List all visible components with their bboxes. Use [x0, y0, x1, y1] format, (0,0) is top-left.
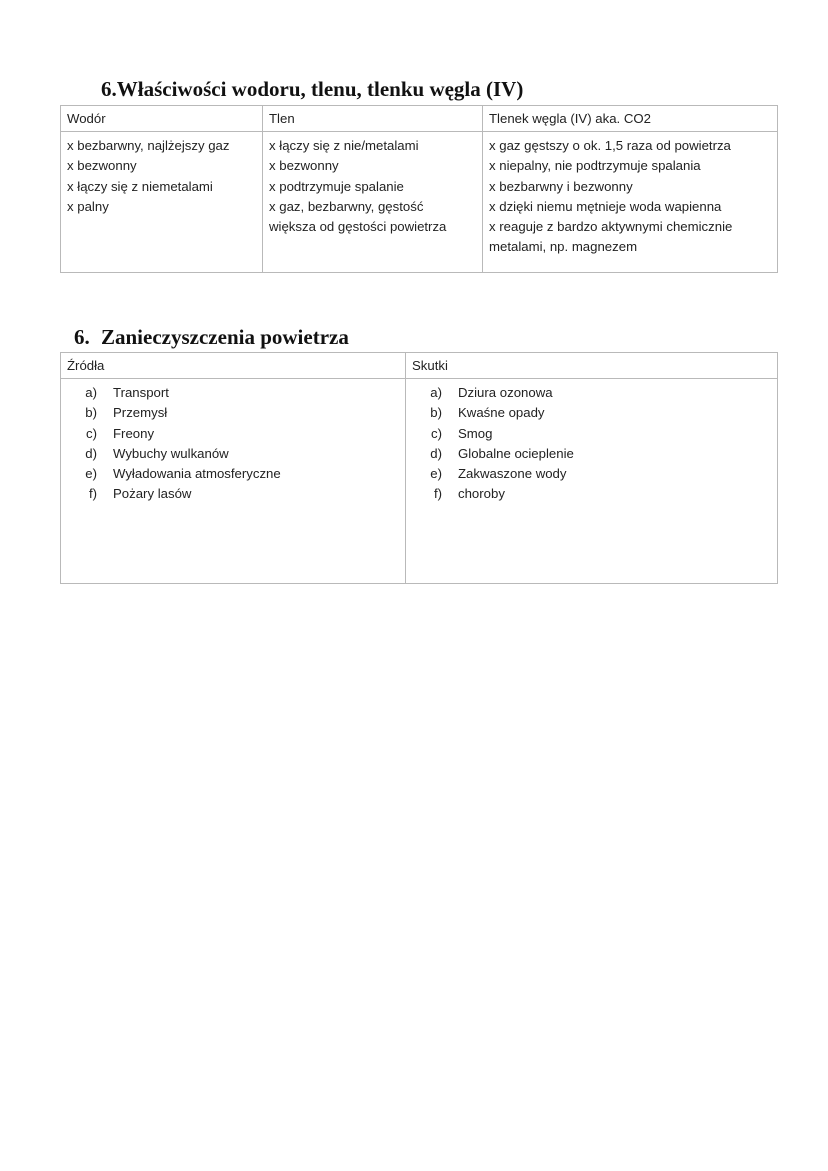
list-item-text: Pożary lasów	[113, 486, 192, 502]
list-marker: c)	[431, 425, 442, 441]
oxygen-properties-cell	[263, 132, 483, 273]
column-header-sources: Źródła	[61, 353, 406, 379]
list-marker: b)	[85, 405, 97, 421]
list-item-text: Freony	[113, 425, 155, 441]
column-header-oxygen: Tlen	[263, 106, 483, 132]
list-item-text: Kwaśne opady	[458, 405, 545, 421]
list-item	[412, 464, 771, 484]
table-header-row	[61, 106, 778, 132]
column-header-effects: Skutki	[406, 353, 778, 379]
list-item	[67, 424, 399, 444]
sources-cell	[61, 379, 406, 584]
list-item	[412, 444, 771, 464]
list-item	[412, 484, 771, 504]
list-item-text: choroby	[458, 486, 505, 502]
carbon-dioxide-properties-cell	[483, 132, 778, 273]
list-marker: c)	[86, 425, 97, 441]
sources-list	[67, 383, 399, 505]
properties-table	[60, 105, 778, 273]
list-item	[67, 444, 399, 464]
list-marker: d)	[430, 445, 442, 461]
list-item-text: Globalne ocieplenie	[458, 445, 574, 461]
property-line: x dzięki niemu mętnieje woda wapienna	[489, 198, 722, 214]
column-header-carbon-dioxide: Tlenek węgla (IV) aka. CO2	[483, 106, 778, 132]
property-line: metalami, np. magnezem	[489, 239, 638, 255]
list-item-text: Wybuchy wulkanów	[113, 445, 229, 461]
list-item	[67, 383, 399, 403]
list-item-text: Wyładowania atmosferyczne	[113, 466, 281, 482]
list-item	[67, 464, 399, 484]
section-title-properties: 6.Właściwości wodoru, tlenu, tlenku węgla (IV)	[101, 77, 524, 101]
list-item-text: Dziura ozonowa	[458, 385, 553, 400]
list-item-text: Przemysł	[113, 405, 168, 421]
section-title-pollution	[74, 325, 349, 349]
column-header-hydrogen: Wodór	[61, 106, 263, 132]
table-row	[61, 132, 778, 273]
property-line: x bezwonny	[67, 158, 137, 174]
list-marker: b)	[430, 405, 442, 421]
list-item	[412, 383, 771, 403]
section-title-text: Zanieczyszczenia powietrza	[101, 325, 349, 349]
property-line: x gaz gęstszy o ok. 1,5 raza od powietrza	[489, 138, 731, 153]
table-header-row	[61, 353, 778, 379]
property-line: x niepalny, nie podtrzymuje spalania	[489, 158, 701, 174]
list-item-text: Transport	[113, 385, 169, 400]
list-item	[412, 403, 771, 423]
list-item	[67, 403, 399, 423]
list-item	[67, 484, 399, 504]
list-item	[412, 424, 771, 444]
pollution-table	[60, 352, 778, 584]
property-line: x łączy się z nie/metalami	[269, 138, 419, 153]
effects-cell	[406, 379, 778, 584]
list-marker: f)	[433, 486, 442, 502]
property-line: x bezbarwny i bezwonny	[489, 178, 633, 194]
list-marker: e)	[430, 466, 442, 482]
section-number: 6.	[74, 325, 90, 349]
property-line: x gaz, bezbarwny, gęstość	[269, 198, 424, 214]
table-row	[61, 379, 778, 584]
property-line: x reaguje z bardzo aktywnymi chemicznie	[489, 219, 733, 235]
list-marker: a)	[430, 385, 442, 400]
property-line: x bezbarwny, najlżejszy gaz	[67, 138, 230, 153]
hydrogen-properties-cell	[61, 132, 263, 273]
property-line: większa od gęstości powietrza	[269, 219, 447, 235]
list-marker: f)	[88, 486, 97, 502]
property-line: x bezwonny	[269, 158, 339, 174]
list-marker: a)	[85, 385, 97, 400]
effects-list	[412, 383, 771, 505]
property-line: x łączy się z niemetalami	[67, 178, 213, 194]
list-marker: e)	[85, 466, 97, 482]
property-line: x palny	[67, 198, 109, 214]
list-item-text: Smog	[458, 425, 493, 441]
list-marker: d)	[85, 445, 97, 461]
property-line: x podtrzymuje spalanie	[269, 178, 404, 194]
list-item-text: Zakwaszone wody	[458, 466, 567, 482]
